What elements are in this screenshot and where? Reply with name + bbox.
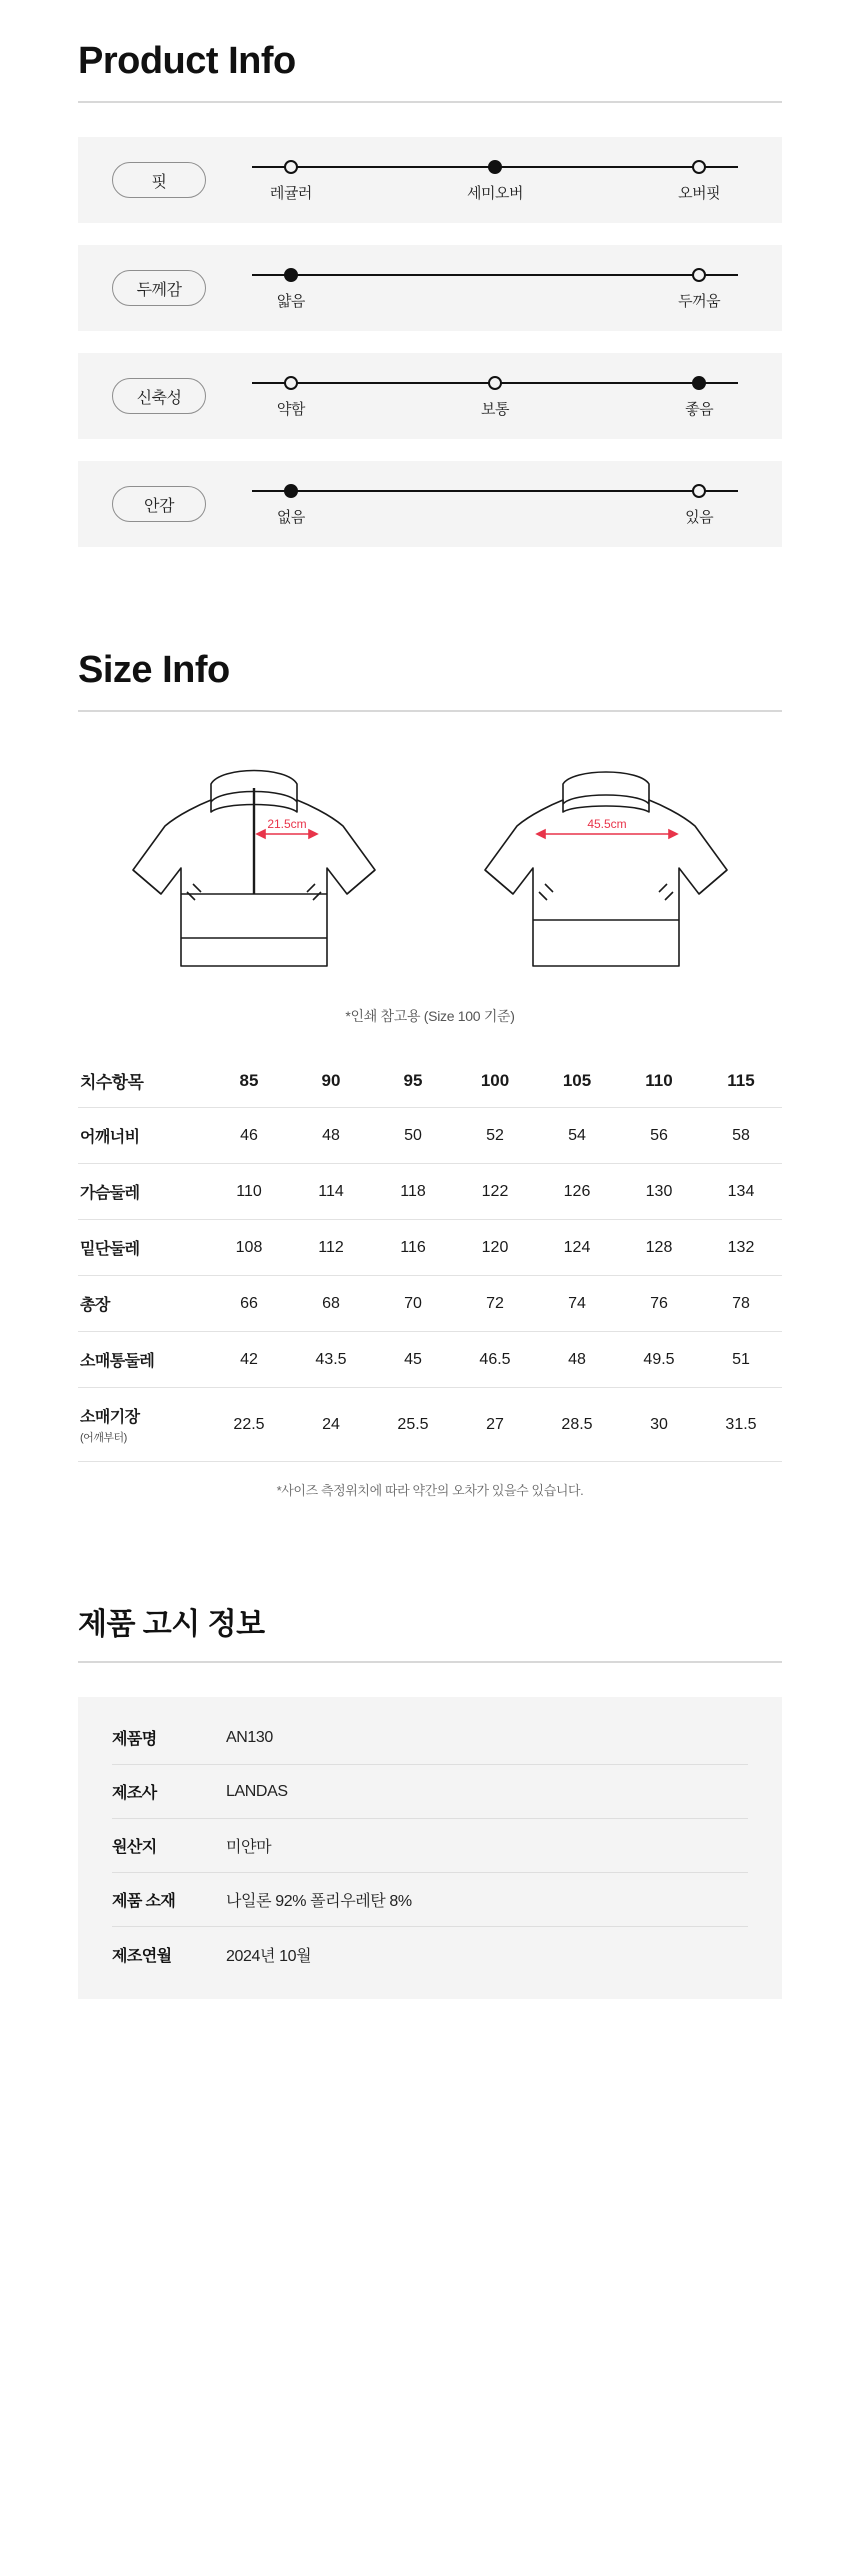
scale-line [252,490,738,492]
notice-value: AN130 [226,1728,273,1746]
front-measure-label: 21.5cm [267,817,307,831]
size-cell: 116 [372,1220,454,1276]
garment-figure-group [78,720,782,992]
size-cell: 46.5 [454,1332,536,1388]
attribute-scale-lining [252,476,738,532]
size-cell: 56 [618,1108,700,1164]
scale-point-regular [284,160,298,174]
attribute-label-elasticity: 신축성 [112,378,206,414]
size-table-head-110: 110 [618,1052,700,1108]
size-cell: 126 [536,1164,618,1220]
size-cell: 45 [372,1332,454,1388]
scale-point-good [692,376,706,390]
size-cell: 128 [618,1220,700,1276]
size-cell: 27 [454,1388,536,1462]
product-info-row-elasticity [78,353,782,439]
size-row-label-sleeve-width: 소매통둘레 [78,1332,208,1388]
table-row [78,1332,782,1388]
product-info-list [78,137,782,547]
scale-point-yes [692,484,706,498]
notice-key: 제조연월 [112,1947,172,1965]
notice-key: 제품 소재 [112,1893,176,1910]
size-info-divider [78,710,782,712]
size-cell: 68 [290,1276,372,1332]
scale-point-none [284,484,298,498]
size-cell: 132 [700,1220,782,1276]
size-cell: 70 [372,1276,454,1332]
scale-point-thin [284,268,298,282]
size-cell: 130 [618,1164,700,1220]
notice-value: 2024년 10월 [226,1947,312,1965]
size-cell: 72 [454,1276,536,1332]
size-cell: 110 [208,1164,290,1220]
size-cell: 51 [700,1332,782,1388]
size-row-label-shoulder: 어깨너비 [78,1108,208,1164]
size-table-head-115: 115 [700,1052,782,1108]
table-row [78,1164,782,1220]
attribute-label-fit: 핏 [112,162,206,198]
back-measure-label: 45.5cm [587,817,627,831]
product-info-row-fit [78,137,782,223]
size-table-header-row [78,1052,782,1108]
notice-divider [78,1661,782,1663]
size-cell: 49.5 [618,1332,700,1388]
size-cell: 114 [290,1164,372,1220]
size-cell: 122 [454,1164,536,1220]
size-row-label-chest: 가슴둘레 [78,1164,208,1220]
size-cell: 42 [208,1332,290,1388]
size-cell: 134 [700,1164,782,1220]
product-info-row-lining [78,461,782,547]
scale-label-yes: 있음 [685,509,714,526]
product-info-row-thickness [78,245,782,331]
size-row-label-length: 총장 [78,1276,208,1332]
scale-label-thin: 얇음 [276,293,305,310]
size-cell: 52 [454,1108,536,1164]
size-info-title: Size Info [78,649,230,691]
size-cell: 48 [290,1108,372,1164]
scale-label-regular: 레귤러 [269,185,312,202]
attribute-scale-thickness [252,260,738,316]
size-cell: 108 [208,1220,290,1276]
notice-row-origin [112,1819,748,1873]
notice-row-manufacture-date [112,1927,748,1981]
notice-value: 미얀마 [226,1839,272,1856]
notice-row-product-name [112,1711,748,1765]
size-table-head-105: 105 [536,1052,618,1108]
size-cell: 30 [618,1388,700,1462]
size-cell: 58 [700,1108,782,1164]
scale-label-over-fit: 오버핏 [678,185,721,202]
size-cell: 22.5 [208,1388,290,1462]
size-row-label-sleeve-length-sub: (어깨부터) [80,1432,127,1444]
notice-key: 제조사 [112,1785,157,1802]
notice-row-manufacturer [112,1765,748,1819]
size-cell: 124 [536,1220,618,1276]
scale-point-weak [284,376,298,390]
size-cell: 43.5 [290,1332,372,1388]
size-table-head-95: 95 [372,1052,454,1108]
size-cell: 31.5 [700,1388,782,1462]
size-row-label-hem: 밑단둘레 [78,1220,208,1276]
scale-label-thick: 두꺼움 [678,293,721,310]
size-info-block [78,720,782,1499]
size-cell: 74 [536,1276,618,1332]
size-cell: 66 [208,1276,290,1332]
product-info-divider [78,101,782,103]
attribute-label-thickness: 두께감 [112,270,206,306]
scale-label-semi-over: 세미오버 [467,185,523,202]
garment-back-illustration [441,742,771,992]
garment-front-illustration [89,742,419,992]
scale-point-normal [488,376,502,390]
notice-row-material [112,1873,748,1927]
size-cell: 112 [290,1220,372,1276]
table-row [78,1276,782,1332]
notice-value: LANDAS [226,1782,288,1800]
scale-label-none: 없음 [276,509,305,526]
size-row-label-sleeve-length-main: 소매기장 [80,1409,140,1426]
notice-key: 제품명 [112,1731,157,1748]
table-row [78,1108,782,1164]
size-table-head-90: 90 [290,1052,372,1108]
size-cell: 24 [290,1388,372,1462]
scale-label-normal: 보통 [481,401,509,418]
size-cell: 76 [618,1276,700,1332]
size-cell: 48 [536,1332,618,1388]
scale-label-good: 좋음 [685,401,714,418]
size-cell: 50 [372,1108,454,1164]
scale-label-weak: 약함 [276,401,305,418]
notice-title: 제품 고시 정보 [78,1608,265,1641]
figure-caption: *인쇄 참고용 (Size 100 기준) [345,1008,515,1024]
scale-point-over-fit [692,160,706,174]
size-table [78,1052,782,1462]
scale-point-thick [692,268,706,282]
size-cell: 46 [208,1108,290,1164]
size-table-note: *사이즈 측정위치에 따라 약간의 오차가 있을수 있습니다. [276,1483,584,1498]
size-table-head-85: 85 [208,1052,290,1108]
size-table-head-100: 100 [454,1052,536,1108]
product-info-title: Product Info [78,40,296,82]
size-row-label-sleeve-length [78,1388,208,1462]
table-row [78,1220,782,1276]
attribute-label-lining: 안감 [112,486,206,522]
size-cell: 120 [454,1220,536,1276]
size-cell: 28.5 [536,1388,618,1462]
size-cell: 54 [536,1108,618,1164]
size-table-head-measure: 치수항목 [78,1052,208,1108]
scale-line [252,274,738,276]
notice-key: 원산지 [112,1839,157,1856]
table-row [78,1388,782,1462]
size-cell: 25.5 [372,1388,454,1462]
notice-value: 나일론 92% 폴리우레탄 8% [226,1893,412,1910]
attribute-scale-elasticity [252,368,738,424]
size-cell: 78 [700,1276,782,1332]
attribute-scale-fit [252,152,738,208]
size-cell: 118 [372,1164,454,1220]
scale-point-semi-over [488,160,502,174]
notice-table [78,1697,782,1999]
